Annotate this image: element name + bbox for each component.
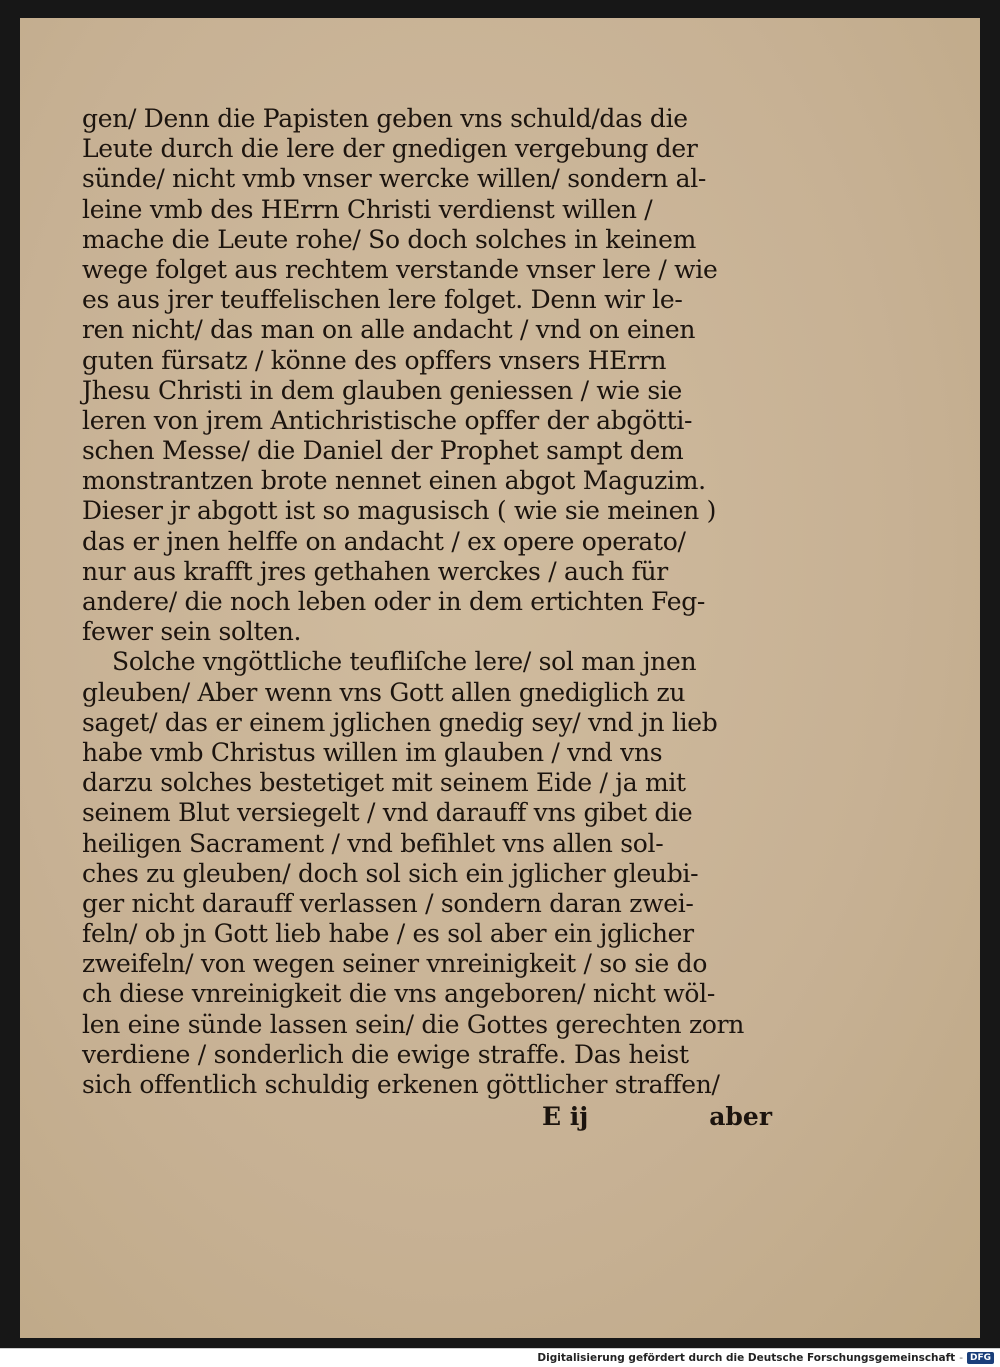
text-line: andere/ die noch leben oder in dem ertichten Feg- [82, 587, 706, 616]
text-line: schen Messe/ die Daniel der Prophet sampt dem [82, 436, 684, 466]
text-line: habe vmb Christus willen im glauben / vnd vns [82, 737, 663, 767]
text-line: Jhesu Christi in dem glauben geniessen / wie sie [82, 375, 683, 405]
footer-separator: - [959, 1352, 963, 1364]
page-text [82, 104, 772, 1134]
text-line: monstrantzen brote nennet einen abgot Maguzim. [82, 466, 706, 496]
text-line: feln/ ob jn Gott lieb habe / es sol aber ein jglicher [82, 919, 694, 949]
text-line: ren nicht/ das man on alle andacht / vnd on einen [82, 315, 696, 345]
text-line: ches zu gleuben/ doch sol sich ein jglicher gleubi- [82, 858, 699, 888]
text-line: sünde/ nicht vmb vnser wercke willen/ sondern al- [82, 164, 707, 194]
text-line: ch diese vnreinigkeit die vns angeboren/ nicht wöl- [82, 979, 716, 1009]
text-line: Solche vngöttliche teufliſche lere/ sol man jnen [112, 647, 697, 677]
signature-mark: E ij [542, 1102, 589, 1132]
text-line: Dieser jr abgott ist so magusisch ( wie sie meinen ) [82, 496, 717, 526]
text-line: mache die Leute rohe/ So doch solches in keinem [82, 224, 697, 254]
text-line: gleuben/ Aber wenn vns Gott allen gnediglich zu [82, 677, 686, 707]
text-line: wege folget aus rechtem verstande vnser lere / wie [82, 254, 718, 284]
text-line: nur aus krafft jres gethahen werckes / auch für [82, 556, 668, 586]
catchword: aber [709, 1102, 772, 1132]
footer-credit: Digitalisierung gefördert durch die Deutsche Forschungsgemeinschaft [537, 1352, 956, 1364]
text-line: leren von jrem Antichristische opffer der abgötti- [82, 405, 693, 435]
text-line: gen/ Denn die Papisten geben vns schuld/das die [82, 104, 688, 133]
text-line: fewer sein solten. [82, 617, 302, 647]
page-footer-line [82, 1100, 772, 1134]
text-line: seinem Blut versiegelt / vnd darauff vns gibet die [82, 798, 693, 828]
text-line: zweifeln/ von wegen seiner vnreinigkeit / so sie do [82, 949, 708, 979]
footer-bar [0, 1348, 1000, 1367]
text-line: saget/ das er einem jglichen gnedig sey/ vnd jn lieb [82, 707, 718, 737]
dfg-logo-icon: DFG [967, 1352, 994, 1364]
text-line: guten fürsatz / könne des opffers vnsers HErrn [82, 345, 667, 375]
text-line: das er jnen helffe on andacht / ex opere operato/ [82, 526, 686, 556]
text-line: Leute durch die lere der gnedigen vergebung der [82, 134, 698, 164]
text-line: heiligen Sacrament / vnd befihlet vns allen sol- [82, 828, 664, 858]
text-line: len eine sünde lassen sein/ die Gottes gerechten zorn [82, 1009, 745, 1039]
text-line: sich offentlich schuldig erkenen göttlicher straffen/ [82, 1070, 720, 1099]
text-line: ger nicht darauff verlassen / sondern daran zwei- [82, 888, 694, 918]
text-line: verdiene / sonderlich die ewige straffe. Das heist [82, 1039, 689, 1069]
text-line: es aus jrer teuffelischen lere folget. Denn wir le- [82, 285, 683, 315]
text-line: darzu solches bestetiget mit seinem Eide / ja mit [82, 768, 686, 798]
text-line: leine vmb des HErrn Christi verdienst willen / [82, 194, 653, 224]
book-page [20, 18, 980, 1338]
